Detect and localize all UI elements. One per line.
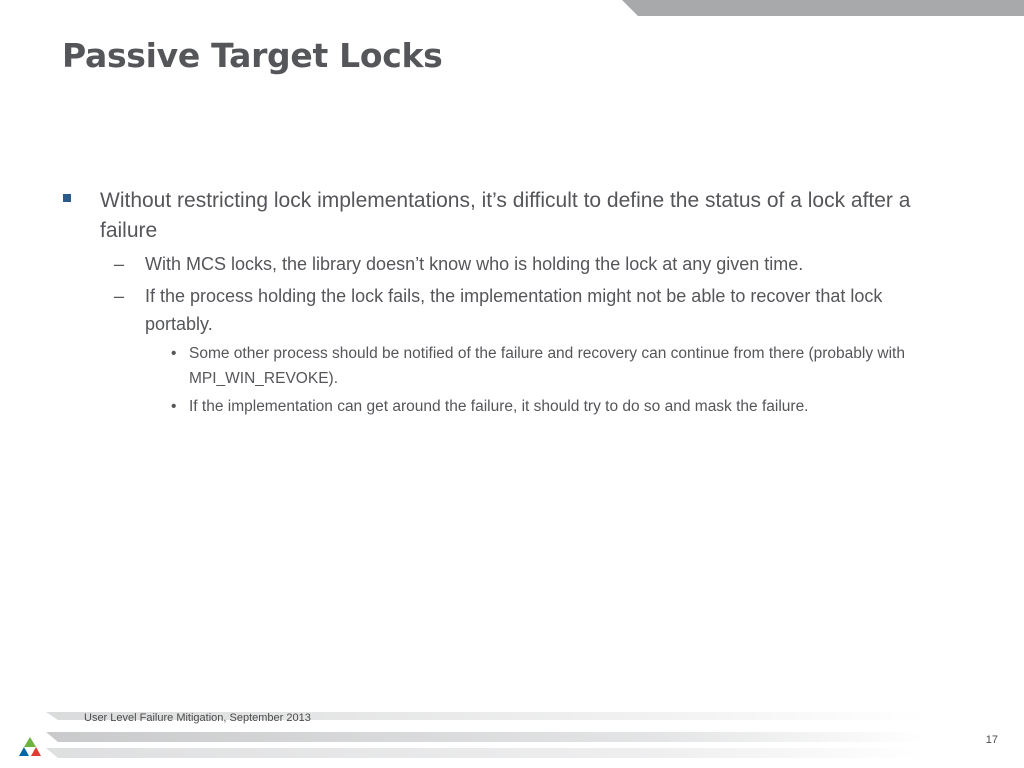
sub-bullet-text: With MCS locks, the library doesn’t know who is holding the lock at any given time. — [145, 254, 804, 274]
bullet-item — [0, 186, 1024, 246]
footer-text: User Level Failure Mitigation, September 2013 — [84, 712, 311, 724]
dot-bullet-icon: • — [171, 398, 177, 415]
sub-sub-bullet-item — [0, 394, 1024, 419]
footer-stripe — [46, 732, 926, 742]
argonne-triangle-icon — [18, 736, 42, 758]
square-bullet-icon — [63, 194, 71, 202]
dot-bullet-icon: • — [171, 345, 177, 362]
sub-sub-bullet-text: Some other process should be notified of the failure and recovery can continue from there (probably with MPI_WIN_REVOKE). — [189, 345, 905, 387]
sub-bullet-item — [0, 282, 1024, 338]
dash-bullet-icon: – — [114, 286, 125, 306]
slide-title: Passive Target Locks — [62, 36, 443, 75]
footer-stripe — [46, 748, 926, 758]
page-number: 17 — [985, 734, 998, 746]
sub-bullet-item — [0, 250, 1024, 278]
header-accent-bar — [622, 0, 1024, 16]
slide-footer — [0, 700, 1024, 768]
sub-sub-bullet-text: If the implementation can get around the failure, it should try to do so and mask the failure. — [189, 398, 809, 415]
sub-bullet-text: If the process holding the lock fails, the implementation might not be able to recover that lock portably. — [145, 286, 883, 334]
bullet-text: Without restricting lock implementations, it’s difficult to define the status of a lock after a failure — [100, 189, 911, 242]
bullet-list — [0, 186, 1024, 419]
dash-bullet-icon: – — [114, 254, 125, 274]
sub-sub-bullet-item — [0, 341, 1024, 391]
